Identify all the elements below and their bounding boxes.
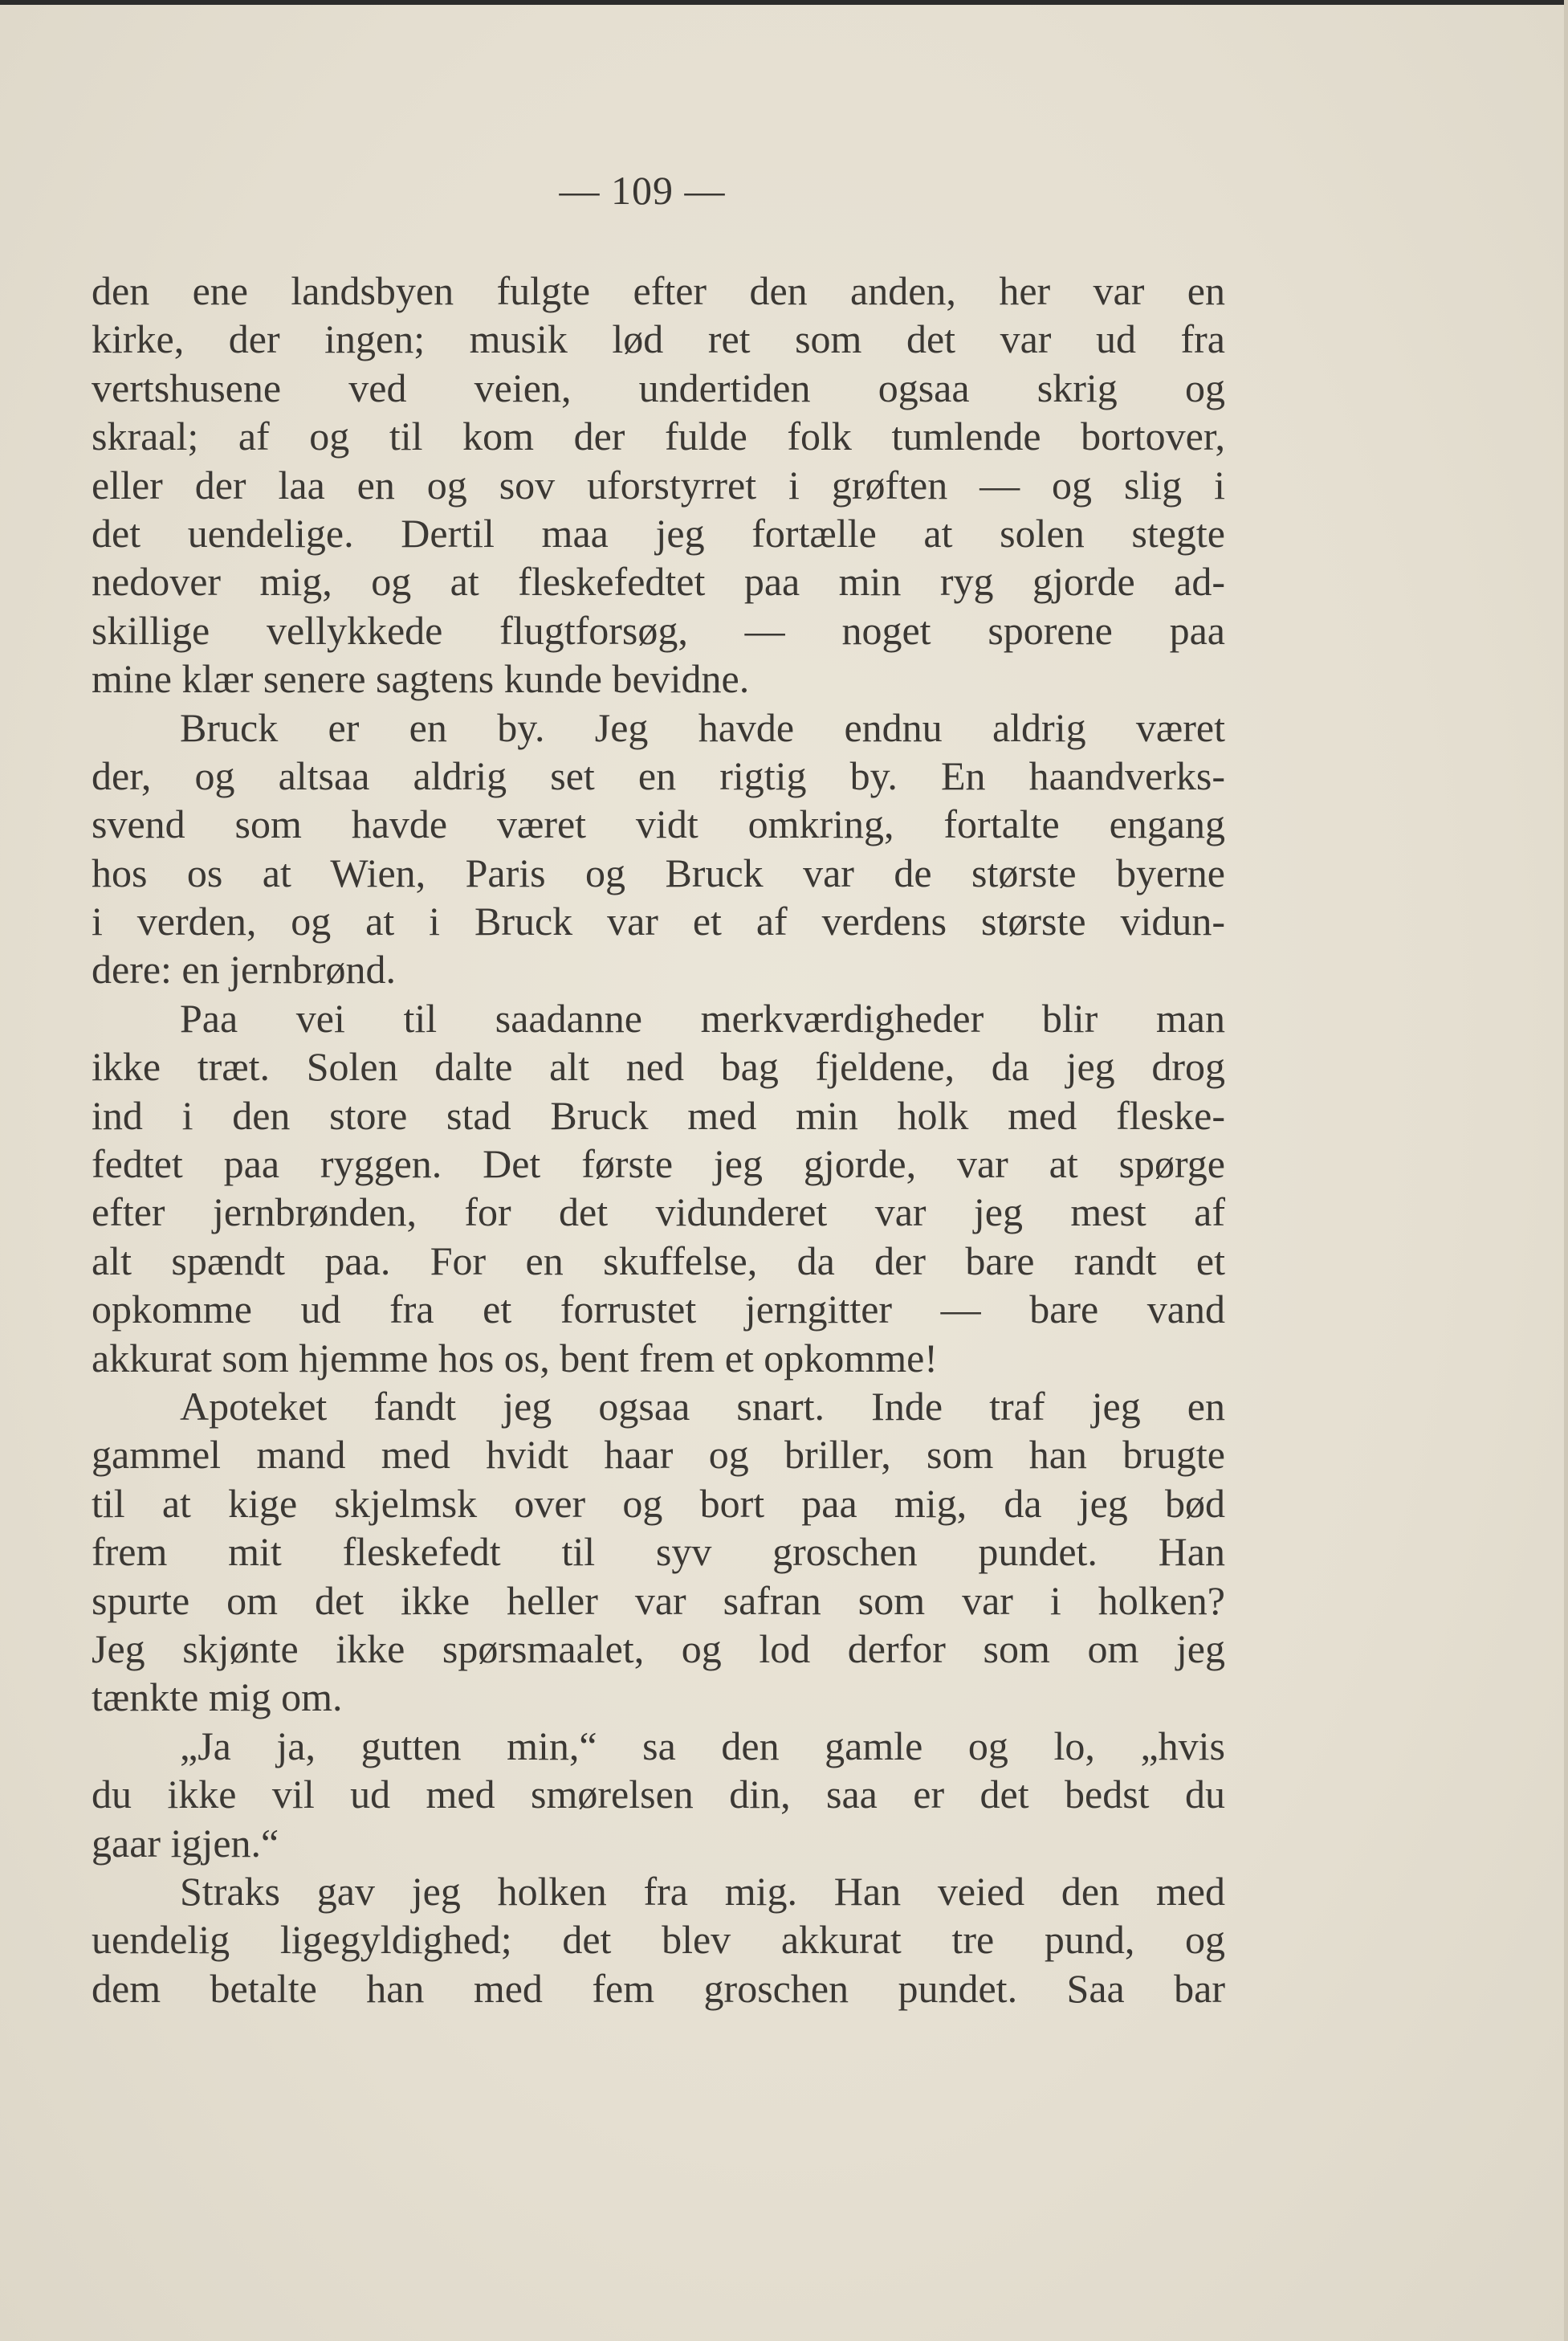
text-line: efter jernbrønden, for det vidunderet var jeg mest af [92,1189,1225,1235]
text-line: fedtet paa ryggen. Det første jeg gjorde, var at spørge [92,1141,1225,1187]
text-line: spurte om det ikke heller var safran som var i holken? [92,1577,1225,1623]
text-line: hos os at Wien, Paris og Bruck var de største byerne [92,850,1225,895]
text-line: tænkte mig om. [92,1674,343,1720]
page-number: — 109 — [559,168,726,213]
text-line: akkurat som hjemme hos os, bent frem et opkomme! [92,1335,938,1381]
text-line: mine klær senere sagtens kunde bevidne. [92,656,750,702]
text-line: opkomme ud fra et forrustet jerngitter — bare vand [92,1287,1225,1332]
text-line: det uendelige. Dertil maa jeg fortælle at solen stegte [92,510,1225,556]
text-line: uendelig ligegyldighed; det blev akkurat tre pund, og [92,1917,1225,1963]
text-line: der, og altsaa aldrig set en rigtig by. En haandverks- [92,752,1225,798]
text-line: Paa vei til saadanne merkværdigheder blir man [180,995,1225,1041]
text-line: alt spændt paa. For en skuffelse, da der bare randt et [92,1238,1225,1283]
text-line: i verden, og at i Bruck var et af verdens største vidun- [92,899,1225,944]
text-line: „Ja ja, gutten min,“ sa den gamle og lo, „hvis [180,1723,1225,1768]
text-line: Apoteket fandt jeg ogsaa snart. Inde traf jeg en [180,1383,1225,1429]
text-line: ikke træt. Solen dalte alt ned bag fjeldene, da jeg drog [92,1044,1225,1090]
text-line: frem mit fleskefedt til syv groschen pundet. Han [92,1529,1225,1575]
text-line: svend som havde været vidt omkring, fortalte engang [92,801,1225,847]
text-line: skraal; af og til kom der fulde folk tumlende bortover, [92,414,1225,459]
text-line: skillige vellykkede flugtforsøg, — noget sporene paa [92,607,1225,653]
text-line: nedover mig, og at fleskefedtet paa min ryg gjorde ad- [92,559,1225,605]
text-line: du ikke vil ud med smørelsen din, saa er det bedst du [92,1772,1225,1817]
text-line: Bruck er en by. Jeg havde endnu aldrig været [180,704,1225,750]
text-line: dere: en jernbrønd. [92,947,397,993]
text-line: ind i den store stad Bruck med min holk med fleske- [92,1092,1225,1138]
text-line: den ene landsbyen fulgte efter den anden, her var en [92,268,1225,313]
text-line: gammel mand med hvidt haar og briller, som han brugte [92,1432,1225,1478]
text-line: eller der laa en og sov uforstyrret i grøften — og slig i [92,462,1225,508]
text-line: gaar igjen.“ [92,1820,279,1866]
scan-top-edge [0,0,1568,5]
text-line: kirke, der ingen; musik lød ret som det var ud fra [92,316,1225,362]
text-line: dem betalte han med fem groschen pundet. Saa bar [92,1965,1225,2011]
text-line: til at kige skjelmsk over og bort paa mig, da jeg bød [92,1480,1225,1526]
body-text [92,267,1225,2013]
text-line: Jeg skjønte ikke spørsmaalet, og lod derfor som om jeg [92,1625,1225,1671]
scan-right-edge [1564,0,1568,2341]
text-line: Straks gav jeg holken fra mig. Han veied den med [180,1868,1225,1914]
text-line: vertshusene ved veien, undertiden ogsaa skrig og [92,365,1225,410]
